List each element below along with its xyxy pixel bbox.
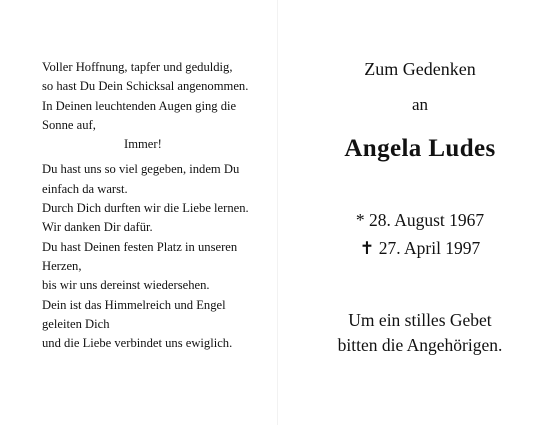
poem-line: Herzen, — [42, 258, 82, 273]
death-date: ✝ 27. April 1997 — [359, 238, 481, 258]
poem-line: Voller Hoffnung, tapfer und geduldig, — [42, 60, 233, 74]
poem-line: Immer! — [124, 137, 162, 152]
poem-line: Du hast Deinen festen Platz in unseren — [42, 239, 238, 254]
poem-line: Du hast uns so viel gegeben, indem Du — [42, 162, 240, 177]
poem-line: einfach da warst. — [42, 181, 128, 196]
poem-line: Dein ist das Himmelreich und Engel — [42, 297, 226, 312]
poem-line: so hast Du Dein Schicksal angenommen. — [42, 79, 249, 94]
poem — [42, 58, 282, 353]
prayer-request-line: bitten die Angehörigen. — [337, 335, 503, 355]
poem-line: und die Liebe verbindet uns ewiglich. — [42, 336, 233, 351]
poem-line: Sonne auf, — [42, 117, 96, 132]
poem-line: Durch Dich durften wir die Liebe lernen. — [42, 201, 249, 216]
prayer-request-line: Um ein stilles Gebet — [348, 310, 492, 330]
memorial-heading: Zum Gedenken — [364, 59, 476, 79]
poem-line: In Deinen leuchtenden Augen ging die — [42, 98, 237, 113]
poem-line: Wir danken Dir dafür. — [42, 220, 153, 235]
deceased-name: Angela Ludes — [344, 135, 496, 162]
poem-line: bis wir uns dereinst wiedersehen. — [42, 278, 210, 293]
memorial-connector: an — [411, 95, 429, 114]
poem-line: geleiten Dich — [42, 316, 110, 331]
birth-date: * 28. August 1967 — [355, 210, 485, 230]
